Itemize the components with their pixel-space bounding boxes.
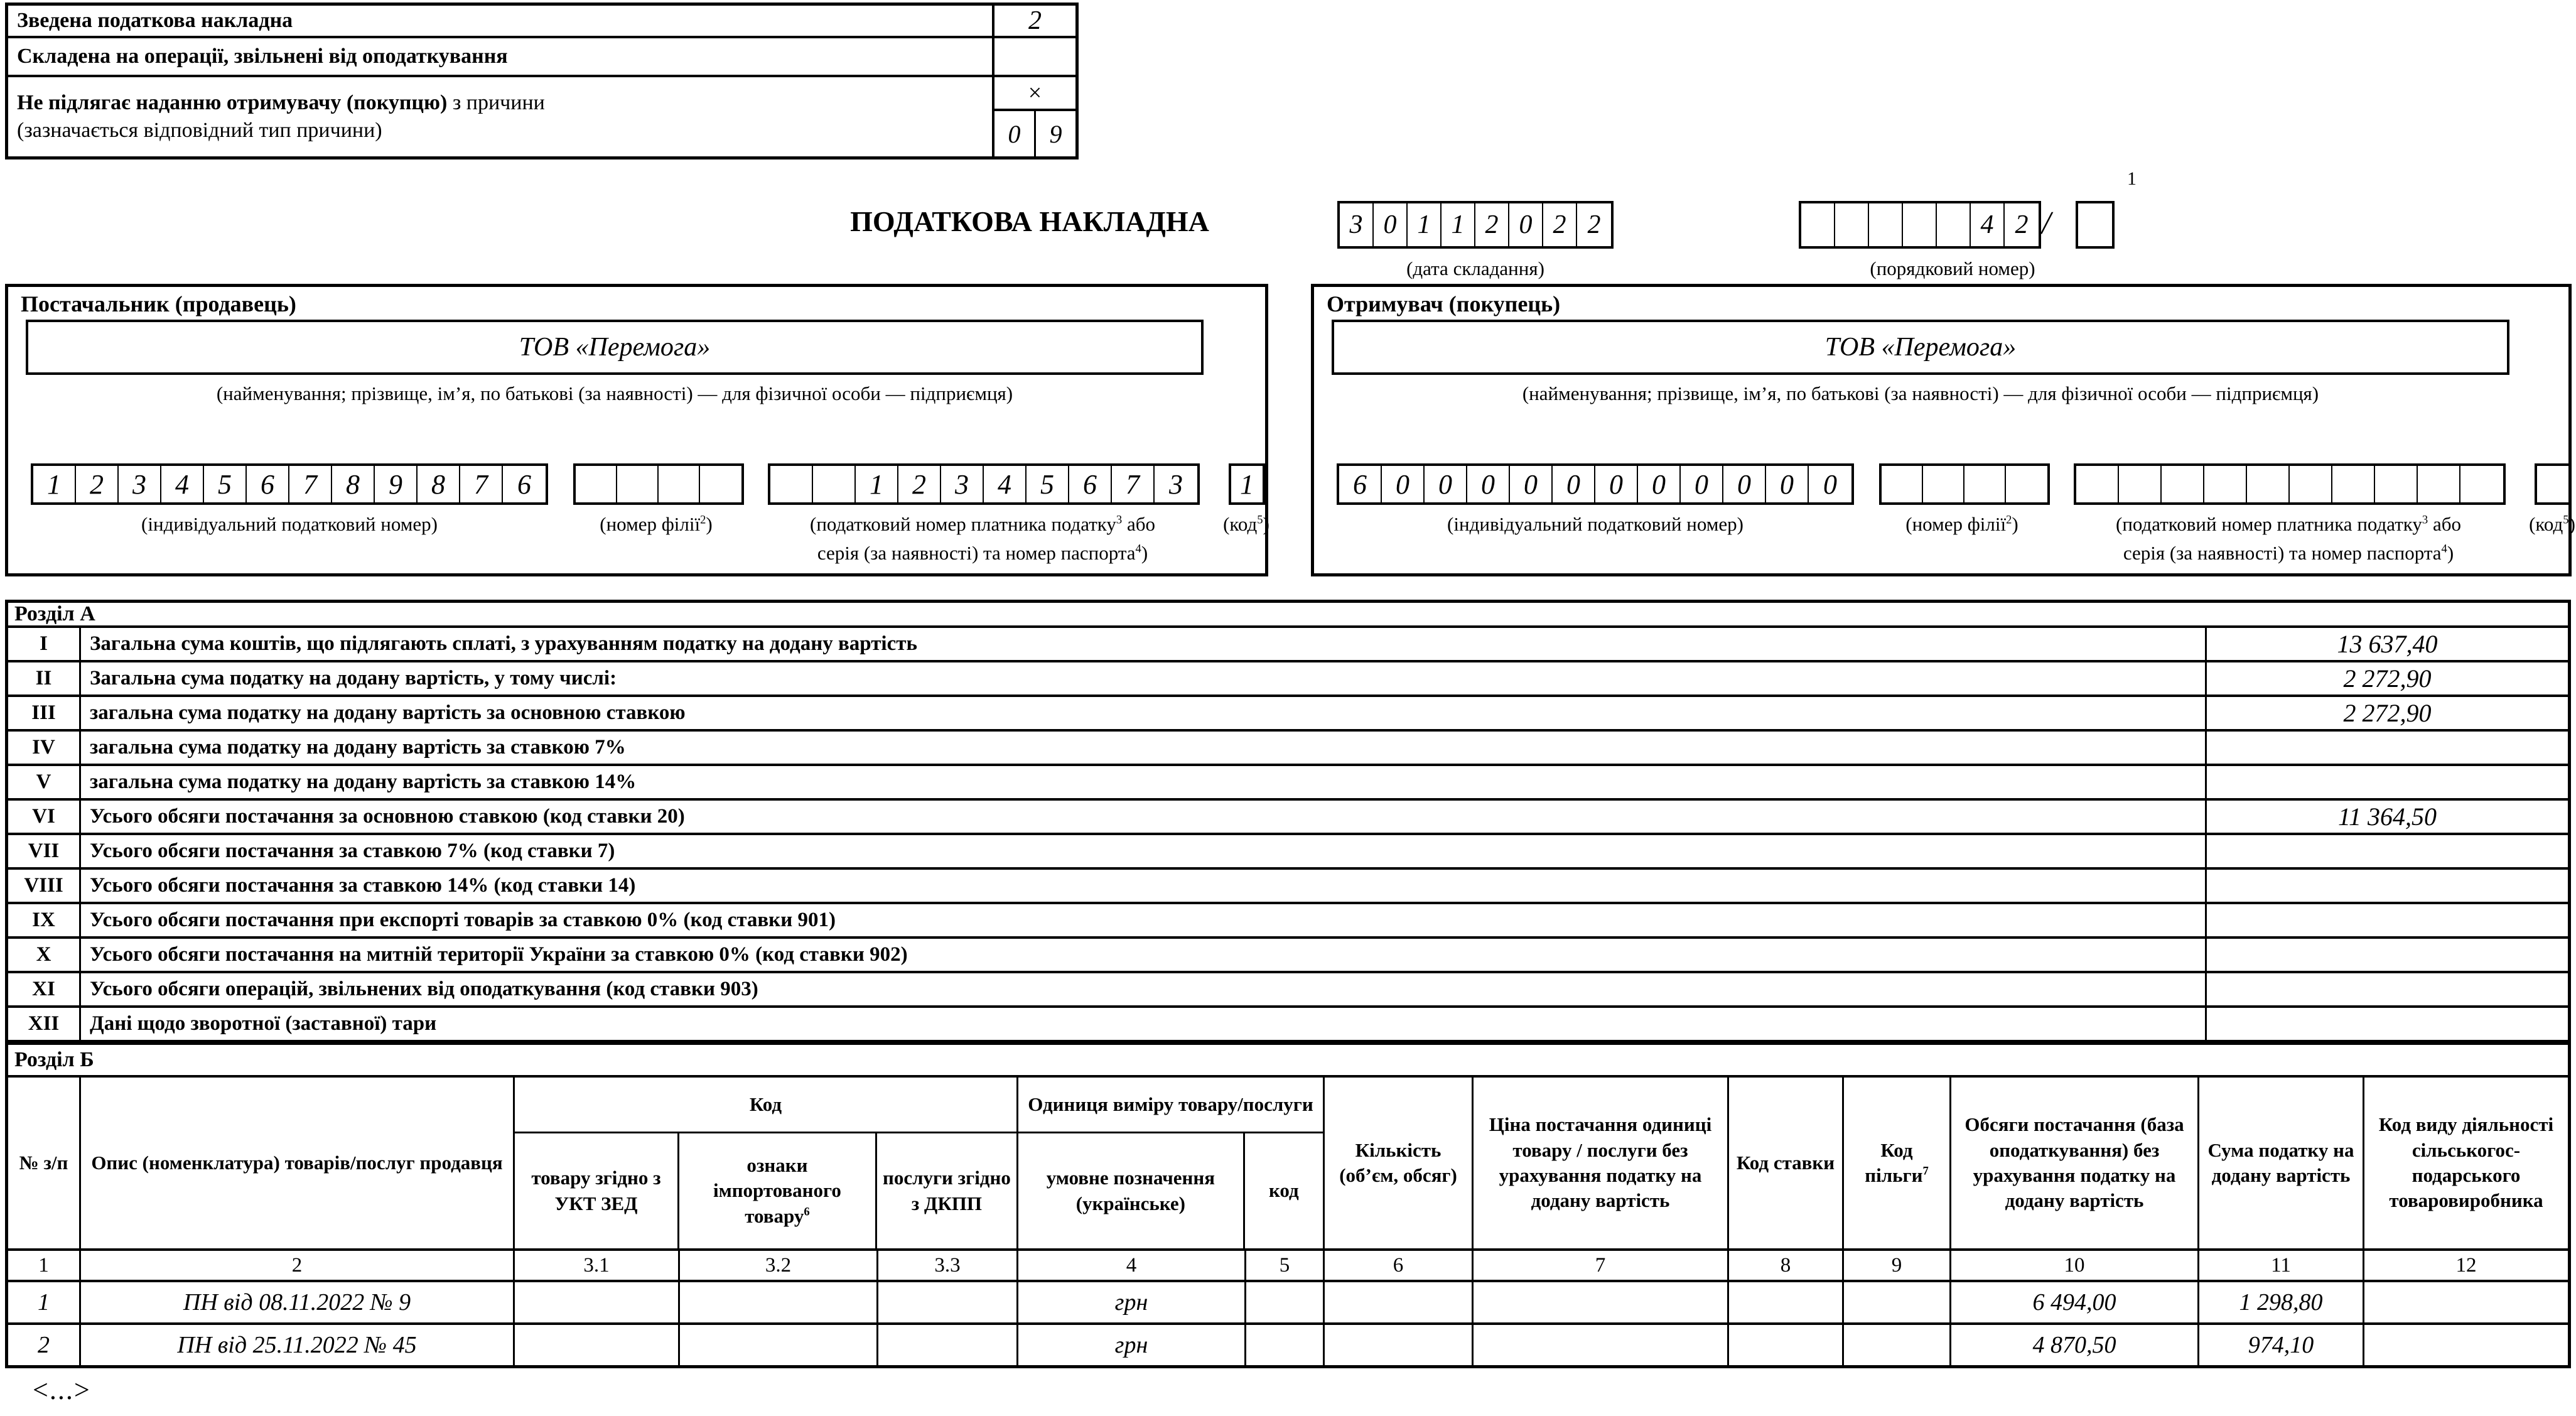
buyer-name-field: ТОВ «Перемога» bbox=[1332, 320, 2509, 375]
table-row bbox=[8, 971, 2568, 1005]
seller-inn-grid bbox=[31, 463, 548, 505]
table-row bbox=[8, 936, 2568, 971]
row-value bbox=[2205, 939, 2568, 971]
col-header-volume: Обсяги постачання (база оподаткування) без урахування податку на додану вартість bbox=[1951, 1078, 2199, 1248]
serial-slash: / bbox=[2042, 205, 2051, 241]
footnote-2: 2 bbox=[2006, 513, 2012, 527]
item-number: 2 bbox=[8, 1325, 81, 1365]
col-header-unit-code: код bbox=[1268, 1179, 1299, 1202]
digit-cell bbox=[2204, 466, 2247, 502]
row-number: IX bbox=[8, 904, 81, 936]
digit-cell bbox=[700, 466, 741, 502]
buyer-branch-label-close: ) bbox=[2012, 513, 2018, 535]
digit-cell bbox=[2247, 466, 2290, 502]
buyer-section bbox=[1311, 284, 2575, 576]
row-description: Усього обсяги постачання за основною ставкою (код ставки 20) bbox=[90, 805, 685, 828]
seller-name-field: ТОВ «Перемога» bbox=[26, 320, 1204, 375]
digit-cell: 3 bbox=[1169, 468, 1183, 500]
row-number: XII bbox=[8, 1008, 81, 1040]
digit-cell: 0 bbox=[1467, 466, 1510, 502]
digit-cell: 8 bbox=[332, 466, 375, 502]
col-group-unit-subcolumns bbox=[1018, 1133, 1323, 1248]
seller-passport-label-text: серія (за наявності) та номер паспорта bbox=[817, 542, 1136, 564]
table-row bbox=[8, 1280, 2568, 1322]
row-value: 2 272,90 bbox=[2205, 662, 2568, 694]
buyer-taxnumber-grid bbox=[2074, 463, 2506, 505]
consolidated-invoice-row bbox=[8, 6, 1075, 38]
digit-cell: 1 bbox=[856, 466, 898, 502]
digit-cell: 2 bbox=[1543, 203, 1577, 246]
row-description: Усього обсяги постачання за ставкою 7% (код ставки 7) bbox=[90, 840, 615, 862]
buyer-header: Отримувач (покупець) bbox=[1327, 291, 1561, 316]
col-number: 5 bbox=[1246, 1251, 1325, 1280]
digit-cell bbox=[1903, 203, 1937, 246]
page-title: ПОДАТКОВА НАКЛАДНА bbox=[850, 205, 1209, 237]
digit-cell: 6 bbox=[1069, 466, 1112, 502]
digit-cell: 6 bbox=[1339, 466, 1382, 502]
seller-branch-label bbox=[600, 513, 712, 536]
seller-code-label-close: ) bbox=[1263, 513, 1269, 535]
row-description: Дані щодо зворотної (заставної) тари bbox=[90, 1012, 437, 1035]
consolidated-invoice-value: 2 bbox=[992, 6, 1075, 36]
digit-cell bbox=[576, 466, 617, 502]
invoice-type-box bbox=[5, 3, 1079, 159]
digit-cell: 0 bbox=[1509, 203, 1543, 246]
item-price bbox=[1474, 1325, 1729, 1365]
row-number: VII bbox=[8, 835, 81, 867]
col-number: 3.2 bbox=[680, 1251, 878, 1280]
row-value: 2 272,90 bbox=[2205, 697, 2568, 729]
section-b-header-row bbox=[8, 1075, 2568, 1248]
digit-cell bbox=[1835, 203, 1869, 246]
buyer-name-label: (найменування; прізвище, ім’я, по батькові (за наявності) — для фізичної особи — підприємця) bbox=[1522, 382, 2319, 404]
row-description: Усього обсяги постачання за ставкою 14% (код ставки 14) bbox=[90, 874, 636, 897]
not-issued-line2: (зазначається відповідний тип причини) bbox=[17, 119, 382, 142]
digit-cell: 5 bbox=[204, 466, 247, 502]
digit-cell: 9 bbox=[375, 466, 418, 502]
seller-taxnumber-grid bbox=[768, 463, 1200, 505]
digit-cell bbox=[1869, 203, 1903, 246]
item-benefit-code bbox=[1844, 1282, 1951, 1322]
column-numbering-row bbox=[8, 1248, 2568, 1280]
digit-cell: 0 bbox=[1638, 466, 1681, 502]
item-activity-code bbox=[2364, 1325, 2568, 1365]
item-ukt bbox=[515, 1282, 680, 1322]
row-description: загальна сума податку на додану вартість за ставкою 14% bbox=[90, 770, 637, 793]
digit-cell: 0 bbox=[1510, 466, 1553, 502]
digit-cell: 2 bbox=[898, 466, 941, 502]
table-row bbox=[8, 1005, 2568, 1040]
date-label: (дата складання) bbox=[1406, 257, 1544, 279]
digit-cell bbox=[770, 466, 813, 502]
row-description: загальна сума податку на додану вартість за ставкою 7% bbox=[90, 736, 626, 759]
col-number: 6 bbox=[1325, 1251, 1474, 1280]
col-header-benefit-code bbox=[1844, 1078, 1951, 1248]
digit-cell: 2 bbox=[1475, 203, 1509, 246]
table-row bbox=[8, 660, 2568, 694]
digit-cell: 0 bbox=[1595, 466, 1638, 502]
buyer-code-label-close: ) bbox=[2568, 513, 2575, 535]
digit-cell bbox=[1923, 466, 1964, 502]
seller-code-label-text: (код bbox=[1223, 513, 1258, 535]
digit-cell: 5 bbox=[1027, 466, 1069, 502]
section-a-title: Розділ А bbox=[14, 602, 95, 625]
row-value bbox=[2205, 1008, 2568, 1040]
footnote-3: 3 bbox=[1116, 513, 1123, 527]
col-group-code-subcolumns bbox=[515, 1133, 1016, 1248]
item-quantity bbox=[1325, 1282, 1474, 1322]
row-value: 13 637,40 bbox=[2205, 628, 2568, 660]
table-row bbox=[8, 764, 2568, 798]
col-header-description: Опис (номенклатура) товарів/послуг продавця bbox=[81, 1078, 515, 1248]
digit-cell: 0 bbox=[1425, 466, 1467, 502]
buyer-passport-label-text: серія (за наявності) та номер паспорта bbox=[2123, 542, 2442, 564]
seller-branch-grid bbox=[573, 463, 744, 505]
digit-cell bbox=[2332, 466, 2375, 502]
digit-cell bbox=[2119, 466, 2162, 502]
not-issued-bold-text: Не підлягає наданню отримувачу (покупцю) bbox=[17, 90, 448, 114]
digit-cell: 4 bbox=[984, 466, 1027, 502]
seller-name-label: (найменування; прізвище, ім’я, по батькові (за наявності) — для фізичної особи — підприємця) bbox=[216, 382, 1013, 404]
not-issued-label bbox=[8, 77, 992, 156]
section-a-table bbox=[5, 600, 2571, 1043]
buyer-taxnumber-label-line2 bbox=[2123, 542, 2454, 565]
item-unit-code bbox=[1246, 1325, 1325, 1365]
row-value bbox=[2205, 835, 2568, 867]
digit-cell bbox=[2290, 466, 2332, 502]
col-number: 12 bbox=[2455, 1253, 2477, 1277]
row-value bbox=[2205, 766, 2568, 798]
not-issued-mark: × bbox=[994, 77, 1075, 111]
col-number: 9 bbox=[1844, 1251, 1951, 1280]
row-number: VI bbox=[8, 801, 81, 833]
seller-branch-label-text: (номер філії bbox=[600, 513, 701, 535]
table-row bbox=[8, 833, 2568, 867]
digit-cell: 0 bbox=[1723, 466, 1766, 502]
digit-cell bbox=[2006, 466, 2047, 502]
item-quantity bbox=[1325, 1325, 1474, 1365]
item-unit-code bbox=[1246, 1282, 1325, 1322]
digit-cell bbox=[813, 466, 856, 502]
col-header-unit-name: умовне позначення (українське) bbox=[1018, 1133, 1245, 1248]
item-price bbox=[1474, 1282, 1729, 1322]
digit-cell: 0 bbox=[1553, 466, 1595, 502]
row-description: Загальна сума коштів, що підлягають сплаті, з урахуванням податку на додану вартість bbox=[90, 632, 917, 655]
exempt-operations-label bbox=[8, 38, 992, 75]
reason-type-digit: 9 bbox=[1049, 119, 1062, 148]
col-number: 7 bbox=[1474, 1251, 1729, 1280]
item-volume: 6 494,00 bbox=[1951, 1282, 2199, 1322]
col-number: 10 bbox=[1951, 1251, 2199, 1280]
buyer-taxnumber-label-line1 bbox=[2116, 513, 2461, 536]
table-row bbox=[8, 902, 2568, 936]
col-number: 2 bbox=[81, 1251, 515, 1280]
serial-grid bbox=[1799, 201, 2041, 249]
footnote-4: 4 bbox=[1135, 542, 1141, 556]
col-header-import bbox=[679, 1133, 877, 1248]
reason-type-cells bbox=[994, 111, 1075, 156]
item-import bbox=[680, 1325, 878, 1365]
seller-inn-label: (індивідуальний податковий номер) bbox=[141, 513, 438, 535]
digit-cell: 1 bbox=[1442, 203, 1475, 246]
digit-cell bbox=[1937, 203, 1971, 246]
footnote-3: 3 bbox=[2422, 513, 2428, 527]
item-rate-code bbox=[1729, 1325, 1844, 1365]
buyer-code-label bbox=[2529, 513, 2575, 536]
item-activity-code bbox=[2364, 1282, 2568, 1322]
digit-cell bbox=[659, 466, 700, 502]
row-value bbox=[2205, 870, 2568, 902]
footnote-1: 1 bbox=[2127, 168, 2137, 189]
item-description: ПН від 08.11.2022 № 9 bbox=[81, 1282, 515, 1322]
buyer-taxnumber-label-or: або bbox=[2428, 513, 2462, 535]
digit-cell: 6 bbox=[517, 468, 531, 500]
table-row bbox=[8, 625, 2568, 660]
not-issued-normal-text: з причини bbox=[447, 90, 545, 114]
row-value bbox=[2205, 973, 2568, 1005]
digit-cell bbox=[617, 466, 659, 502]
footnote-4: 4 bbox=[2441, 542, 2447, 556]
item-dkpp bbox=[878, 1282, 1018, 1322]
digit-cell: 1 bbox=[1408, 203, 1442, 246]
seller-taxnumber-label-text: (податковий номер платника податку bbox=[809, 513, 1116, 535]
digit-cell bbox=[2418, 466, 2460, 502]
digit-cell: 2 bbox=[1587, 210, 1601, 239]
buyer-taxnumber-label-text: (податковий номер платника податку bbox=[2115, 513, 2422, 535]
seller-taxnumber-label-or: або bbox=[1122, 513, 1156, 535]
col-number: 4 bbox=[1018, 1251, 1246, 1280]
seller-section bbox=[5, 284, 1268, 576]
digit-cell bbox=[2076, 466, 2119, 502]
section-b-title: Розділ Б bbox=[14, 1048, 94, 1071]
col-header-rate-code: Код ставки bbox=[1729, 1078, 1844, 1248]
footnote-2: 2 bbox=[700, 513, 706, 527]
col-header-activity-code: Код виду діяльності сільськогос-подарського товаровиробника bbox=[2378, 1113, 2554, 1212]
buyer-inn-label: (індивідуальний податковий номер) bbox=[1447, 513, 1743, 535]
row-number: III bbox=[8, 697, 81, 729]
digit-cell: 1 bbox=[33, 466, 76, 502]
serial-suffix-cell bbox=[2076, 201, 2115, 249]
item-rate-code bbox=[1729, 1282, 1844, 1322]
table-row bbox=[8, 1322, 2568, 1365]
digit-cell: 6 bbox=[247, 466, 289, 502]
item-volume: 4 870,50 bbox=[1951, 1325, 2199, 1365]
buyer-branch-grid bbox=[1879, 463, 2050, 505]
digit-cell: 3 bbox=[1340, 203, 1374, 246]
digit-cell bbox=[1882, 466, 1923, 502]
digit-cell bbox=[1964, 466, 2006, 502]
row-number: IV bbox=[8, 732, 81, 764]
item-description: ПН від 25.11.2022 № 45 bbox=[81, 1325, 515, 1365]
not-issued-value-area bbox=[992, 77, 1075, 156]
digit-cell: 7 bbox=[289, 466, 332, 502]
item-ukt bbox=[515, 1325, 680, 1365]
exempt-operations-value bbox=[992, 38, 1075, 75]
digit-cell: 3 bbox=[119, 466, 161, 502]
col-header-benefit-text: Код пільги$^7$ bbox=[1865, 1138, 1929, 1186]
digit-cell: 4 bbox=[1971, 203, 2005, 246]
buyer-code-cell bbox=[2535, 463, 2571, 505]
consolidated-invoice-text: Зведена податкова накладна bbox=[17, 8, 293, 32]
not-issued-row bbox=[8, 77, 1075, 156]
seller-code-cell: 1 bbox=[1229, 463, 1265, 505]
item-number: 1 bbox=[8, 1282, 81, 1322]
truncation-ellipsis: <...> bbox=[33, 1375, 91, 1405]
exempt-operations-row bbox=[8, 38, 1075, 77]
serial-label: (порядковий номер) bbox=[1870, 257, 2035, 279]
col-number: 3.3 bbox=[878, 1251, 1018, 1280]
table-row bbox=[8, 798, 2568, 833]
digit-cell: 2 bbox=[2015, 210, 2029, 239]
seller-branch-label-close: ) bbox=[706, 513, 713, 535]
digit-cell: 7 bbox=[460, 466, 503, 502]
col-header-tax-sum: Сума податку на додану вартість bbox=[2199, 1078, 2364, 1248]
col-number: 11 bbox=[2199, 1251, 2364, 1280]
row-number: VIII bbox=[8, 870, 81, 902]
buyer-branch-label bbox=[1905, 513, 2018, 536]
col-number: 1 bbox=[8, 1251, 81, 1280]
col-header-ukt: товару згідно з УКТ ЗЕД bbox=[515, 1133, 679, 1248]
table-row bbox=[8, 729, 2568, 764]
row-description: Усього обсяги операцій, звільнених від оподаткування (код ставки 903) bbox=[90, 978, 758, 1000]
reason-type-digit: 0 bbox=[994, 111, 1036, 156]
col-group-code bbox=[515, 1078, 1018, 1248]
not-issued-line1 bbox=[17, 89, 983, 117]
footnote-5: 5 bbox=[1257, 513, 1263, 527]
col-number: 3.1 bbox=[515, 1251, 680, 1280]
table-row bbox=[8, 867, 2568, 902]
digit-cell: 0 bbox=[1382, 466, 1425, 502]
buyer-inn-grid bbox=[1337, 463, 1854, 505]
table-row bbox=[8, 694, 2568, 729]
row-value: 11 364,50 bbox=[2205, 801, 2568, 833]
col-header-import-text: ознаки імпортованого товару$^6$ bbox=[713, 1154, 841, 1227]
item-import bbox=[680, 1282, 878, 1322]
col-number: 8 bbox=[1729, 1251, 1844, 1280]
col-group-code-title: Код bbox=[515, 1078, 1016, 1133]
date-grid bbox=[1337, 201, 1614, 249]
row-description: загальна сума податку на додану вартість за основною ставкою bbox=[90, 701, 686, 724]
seller-taxnumber-label-line2 bbox=[817, 542, 1148, 565]
footnote-6: 6 bbox=[804, 1205, 810, 1219]
buyer-branch-label-text: (номер філії bbox=[1905, 513, 2007, 535]
col-header-quantity: Кількість (об’єм, обсяг) bbox=[1325, 1078, 1474, 1248]
item-unit: грн bbox=[1018, 1325, 1246, 1365]
digit-cell: 4 bbox=[161, 466, 204, 502]
digit-cell: 0 bbox=[1823, 468, 1837, 500]
col-group-unit-title: Одиниця виміру товару/послуги bbox=[1018, 1078, 1323, 1133]
footnote-5: 5 bbox=[2563, 513, 2569, 527]
row-number: X bbox=[8, 939, 81, 971]
seller-code-label bbox=[1223, 513, 1269, 536]
digit-cell bbox=[2162, 466, 2204, 502]
digit-cell: 3 bbox=[941, 466, 984, 502]
row-value bbox=[2205, 732, 2568, 764]
digit-cell bbox=[2375, 466, 2418, 502]
digit-cell bbox=[2460, 466, 2503, 502]
consolidated-invoice-label bbox=[8, 6, 992, 36]
item-unit: грн bbox=[1018, 1282, 1246, 1322]
row-description: Усього обсяги постачання при експорті товарів за ставкою 0% (код ставки 901) bbox=[90, 909, 836, 931]
exempt-operations-text: Складена на операції, звільнені від оподаткування bbox=[17, 44, 508, 68]
col-header-price: Ціна постачання одиниці товару / послуги без урахування податку на додану вартість bbox=[1474, 1078, 1729, 1248]
row-description: Загальна сума податку на додану вартість, у тому числі: bbox=[90, 667, 617, 689]
seller-taxnumber-label-line1 bbox=[810, 513, 1155, 536]
buyer-code-label-text: (код bbox=[2529, 513, 2563, 535]
row-number: V bbox=[8, 766, 81, 798]
digit-cell: 0 bbox=[1681, 466, 1723, 502]
digit-cell bbox=[1801, 203, 1835, 246]
digit-cell: 0 bbox=[1374, 203, 1408, 246]
seller-passport-label-close: ) bbox=[1141, 542, 1148, 564]
row-number: XI bbox=[8, 973, 81, 1005]
seller-header: Постачальник (продавець) bbox=[21, 291, 296, 316]
digit-cell: 0 bbox=[1766, 466, 1809, 502]
row-number: I bbox=[8, 628, 81, 660]
buyer-passport-label-close: ) bbox=[2447, 542, 2454, 564]
digit-cell: 7 bbox=[1112, 466, 1155, 502]
digit-cell: 8 bbox=[418, 466, 460, 502]
footnote-7: 7 bbox=[1922, 1164, 1929, 1178]
row-value bbox=[2205, 904, 2568, 936]
col-group-unit bbox=[1018, 1078, 1325, 1248]
item-tax-sum: 1 298,80 bbox=[2199, 1282, 2364, 1322]
item-tax-sum: 974,10 bbox=[2199, 1325, 2364, 1365]
row-description: Усього обсяги постачання на митній території України за ставкою 0% (код ставки 902) bbox=[90, 943, 908, 966]
item-benefit-code bbox=[1844, 1325, 1951, 1365]
col-header-dkpp: послуги згідно з ДКПП bbox=[882, 1167, 1011, 1214]
section-b-table bbox=[5, 1042, 2571, 1368]
item-dkpp bbox=[878, 1325, 1018, 1365]
col-header-number: № з/п bbox=[8, 1078, 81, 1248]
digit-cell: 2 bbox=[76, 466, 119, 502]
row-number: II bbox=[8, 662, 81, 694]
